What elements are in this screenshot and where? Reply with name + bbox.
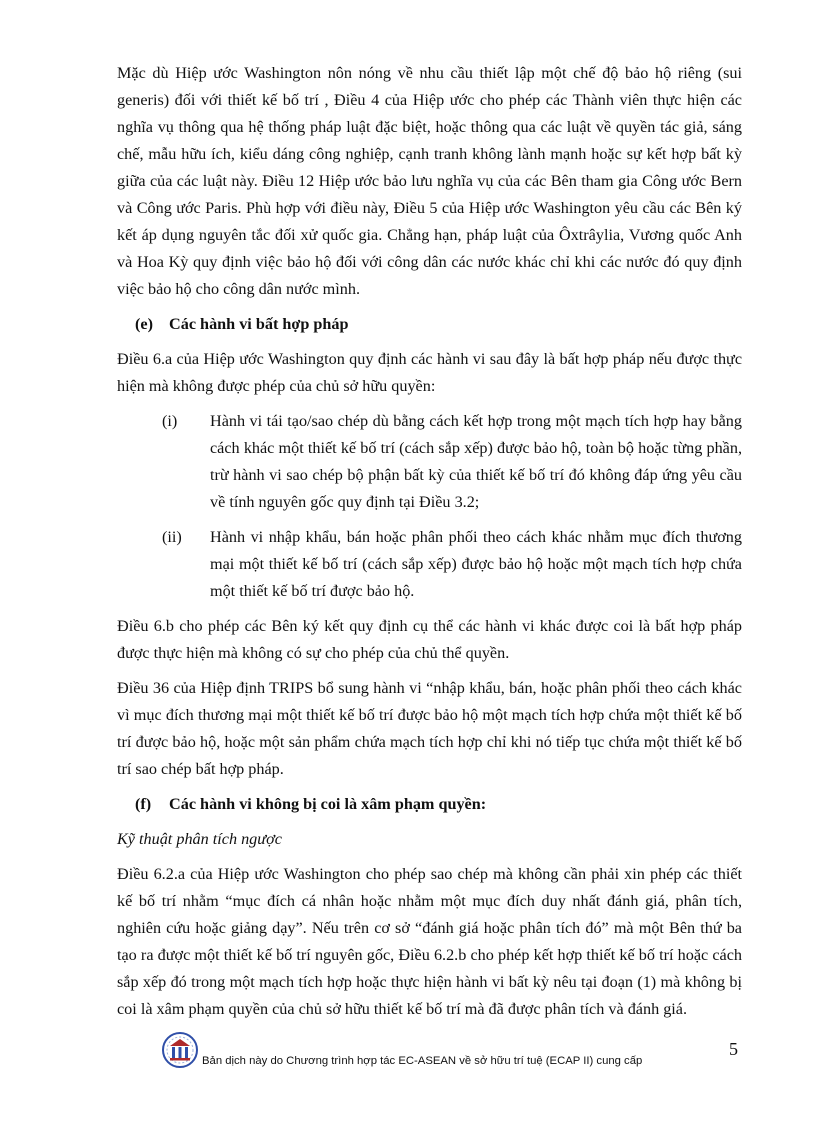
heading-text: Các hành vi không bị coi là xâm phạm quyền: bbox=[169, 795, 487, 813]
heading-text: Các hành vi bất hợp pháp bbox=[169, 315, 349, 333]
list-item bbox=[117, 408, 742, 516]
list-item-number: (ii) bbox=[162, 528, 182, 546]
ecap-logo-icon bbox=[160, 1030, 200, 1070]
list-item bbox=[117, 524, 742, 605]
page-number: 5 bbox=[729, 1039, 738, 1059]
heading-non-infringing-acts bbox=[135, 791, 742, 818]
heading-label: (f) bbox=[135, 795, 152, 813]
paragraph-trips-article-36: Điều 36 của Hiệp định TRIPS bổ sung hành vi “nhập khẩu, bán, hoặc phân phối theo cách khác vì mục đích thương mại một thiết kế bố trí được bảo hộ một mạch tích hợp chứa một thiết kế bố trí được bảo hộ, hoặc một sản phẩm chứa mạch tích hợp chỉ khi nó tiếp tục chứa một thiết kế bố trí sao chép bất hợp pháp. bbox=[117, 679, 742, 778]
footer-credit: Bản dịch này do Chương trình hợp tác EC-ASEAN về sở hữu trí tuệ (ECAP II) cung cấp bbox=[202, 1055, 643, 1067]
document-body bbox=[117, 60, 742, 1031]
paragraph-article-6b: Điều 6.b cho phép các Bên ký kết quy định cụ thể các hành vi khác được coi là bất hợp pháp được thực hiện mà không có sự cho phép của chủ thể quyền. bbox=[117, 617, 742, 662]
paragraph-national-treatment: Mặc dù Hiệp ước Washington nôn nóng về nhu cầu thiết lập một chế độ bảo hộ riêng (sui generis) đối với thiết kế bố trí , Điều 4 của Hiệp ước cho phép các Thành viên thực hiện các nghĩa vụ thông qua hệ thống pháp luật đặc biệt, hoặc thông qua các luật về quyền tác giả, sáng chế, mẫu hữu ích, kiểu dáng công nghiệp, cạnh tranh không lành mạnh hoặc sự kết hợp bất kỳ giữa của các luật này. Điều 12 Hiệp ước bảo lưu nghĩa vụ của các Bên tham gia Công ước Bern và Công ước Paris. Phù hợp với điều này, Điều 5 của Hiệp ước Washington yêu cầu các Bên ký kết áp dụng nguyên tắc đối xử quốc gia. Chẳng hạn, pháp luật của Ôxtrâylia, Vương quốc Anh và Hoa Kỳ quy định việc bảo hộ đối với công dân các nước khác chỉ khi các nước đó quy định việc bảo hộ cho công dân nước mình. bbox=[117, 64, 742, 298]
list-item-text: Hành vi tái tạo/sao chép dù bằng cách kết hợp trong một mạch tích hợp hay bằng cách khác một thiết kế bố trí (cách sắp xếp) được bảo hộ, toàn bộ hoặc từng phần, trừ hành vi sao chép bộ phận bất kỳ của thiết kế bố trí đó không đáp ứng yêu cầu về tính nguyên gốc quy định tại Điều 3.2; bbox=[210, 412, 742, 511]
list-item-text: Hành vi nhập khẩu, bán hoặc phân phối theo cách khác nhằm mục đích thương mại một thiết kế bố trí (cách sắp xếp) được bảo hộ hoặc một mạch tích hợp chứa một thiết kế bố trí được bảo hộ. bbox=[210, 528, 742, 600]
list-item-number: (i) bbox=[162, 412, 178, 430]
heading-illegal-acts bbox=[135, 311, 742, 338]
subheading-reverse-engineering: Kỹ thuật phân tích ngược bbox=[117, 830, 282, 848]
heading-label: (e) bbox=[135, 315, 153, 333]
paragraph-article-6-2: Điều 6.2.a của Hiệp ước Washington cho phép sao chép mà không cần phải xin phép các thiết kế bố trí nhằm “mục đích cá nhân hoặc nhằm một mục đích duy nhất đánh giá, phân tích, nghiên cứu hoặc giảng dạy”. Nếu trên cơ sở “đánh giá hoặc phân tích đó” mà một Bên thứ ba tạo ra được một thiết kế bố trí nguyên gốc, Điều 6.2.b cho phép kết hợp thiết kế bố trí hoặc cách sắp xếp đó trong một mạch tích hợp hoặc thực hiện hành vi bất kỳ nêu tại đoạn (1) mà không bị coi là xâm phạm quyền của chủ sở hữu thiết kế bố trí mà đã được phân tích và đánh giá. bbox=[117, 865, 742, 1018]
paragraph-article-6a: Điều 6.a của Hiệp ước Washington quy định các hành vi sau đây là bất hợp pháp nếu được thực hiện mà không được phép của chủ sở hữu quyền: bbox=[117, 350, 742, 395]
page-footer bbox=[160, 1030, 760, 1070]
